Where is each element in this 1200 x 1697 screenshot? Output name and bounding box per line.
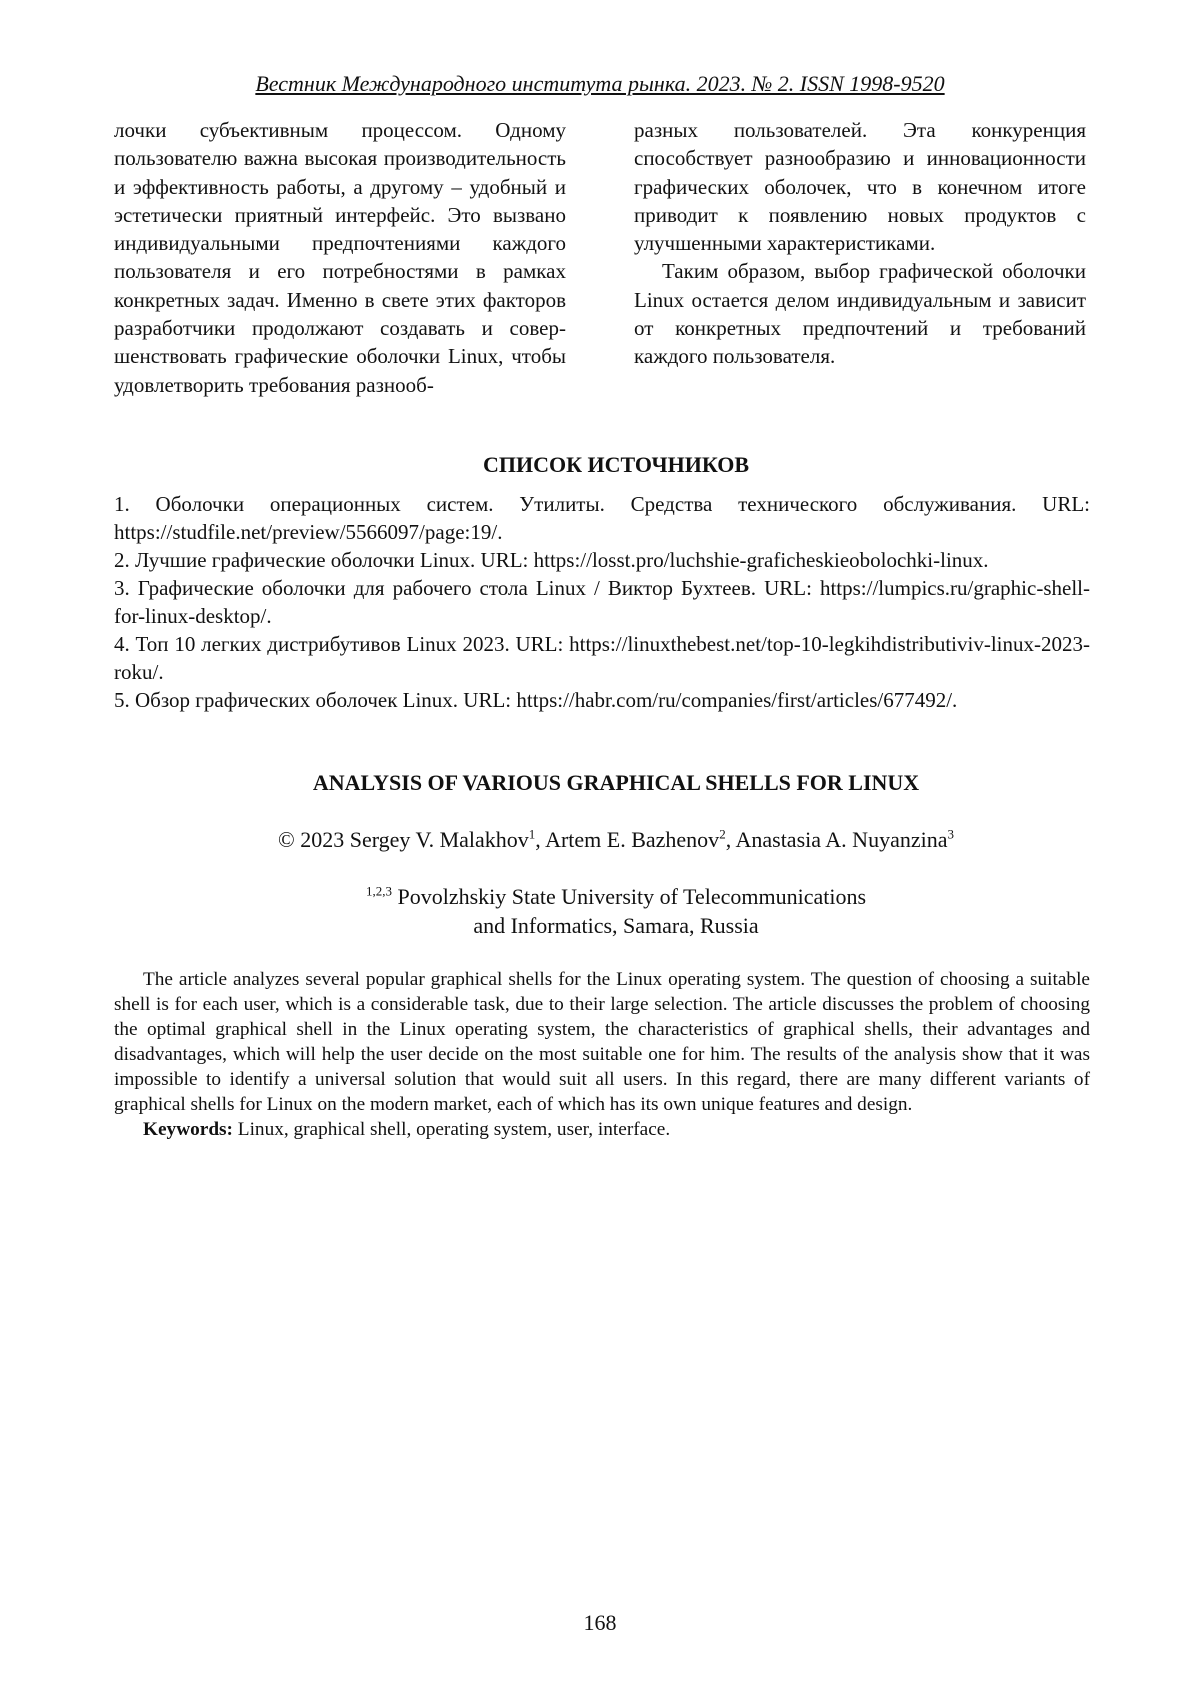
- affiliation-line-2: and Informatics, Samara, Russia: [0, 911, 1200, 940]
- right-column-paragraph-1: разных пользователей. Эта конкуренция способствует разнообразию и инноваци­онности графических оболочек, что в ко­нечном итоге приводит к появлению но­вых продуктов с улучшенными характери­стиками.: [634, 116, 1086, 257]
- journal-header: Вестник Международного института рынка. 2023. № 2. ISSN 1998-9520: [0, 70, 1200, 98]
- affiliation-line-1: [0, 882, 1200, 911]
- reference-item: 1. Оболочки операционных систем. Утилиты. Средства технического обслуживания. URL: https://studfile.net/preview/5566097/page:19/.: [114, 490, 1090, 546]
- references-list: [114, 490, 1090, 714]
- affiliation-line-1-text: Povolzhskiy State University of Telecommunications: [392, 884, 866, 909]
- keywords-label: Keywords:: [143, 1119, 233, 1140]
- affiliation: [0, 882, 1200, 940]
- right-column-paragraph-2: Таким образом, выбор графической оболочки Linux остается делом индивиду­альным и зависит от конкретных предпоч­тений и требований каждого пользователя.: [634, 257, 1086, 370]
- abstract-text: The article analyzes several popular graphical shells for the Linux operating system. The question of choosing a suitable shell is for each user, which is a considerable task, due to their large selection. The article discusses the problem of choosing the optimal graphical shell in the Linux operating system, the characteris­tics of graphical shells, their advantages and disadvantages, which will help the user decide on the most suit­able one for him. The results of the analysis show that it was impossible to identify a universal solution that would suit all users. In this regard, there are many different variants of graphical shells for Linux on the modern market, each of which has its own unique features and design.: [114, 967, 1090, 1117]
- english-title: ANALYSIS OF VARIOUS GRAPHICAL SHELLS FOR LINUX: [0, 769, 1200, 797]
- reference-item: 4. Топ 10 легких дистрибутивов Linux 2023. URL: https://linuxthebest.net/top-10-legkihdistributiviv-linux-2023-roku/.: [114, 630, 1090, 686]
- reference-item: 3. Графические оболочки для рабочего стола Linux / Виктор Бухтеев. URL: https://lumpics.ru/graphic-shell-for-linux-desktop/.: [114, 574, 1090, 630]
- keywords-text: Linux, graphical shell, operating system, user, interface.: [233, 1119, 670, 1140]
- author-3: , Anastasia A. Nuyanzina: [726, 827, 948, 852]
- abstract: [114, 967, 1090, 1142]
- reference-item: 5. Обзор графических оболочек Linux. URL: https://habr.com/ru/companies/first/articles/677492/.: [114, 686, 1090, 714]
- keywords: [114, 1117, 1090, 1142]
- affiliation-sup: 1,2,3: [366, 884, 392, 899]
- author-2: , Artem E. Bazhenov: [535, 827, 719, 852]
- page-number: 168: [0, 1609, 1200, 1637]
- right-column: [634, 116, 1086, 371]
- author-3-sup: 3: [947, 827, 954, 842]
- left-column: [114, 116, 566, 399]
- reference-item: 2. Лучшие графические оболочки Linux. URL: https://losst.pro/luchshie-graficheskieobolochki-linux.: [114, 546, 1090, 574]
- authors-line: [0, 826, 1200, 854]
- author-1: © 2023 Sergey V. Malakhov: [278, 827, 529, 852]
- left-column-paragraph: лочки субъективным процессом. Одному пользователю важна высокая производи­тельность и эффективность работы, а дру­гому – удобный и эстетически приятный интерфейс. Это вызвано индивидуальными предпочтениями каждого пользователя и его потребностями в рамках конкретных задач. Именно в свете этих факторов раз­работчики продолжают создавать и совер­шенствовать графические оболочки Linux, чтобы удовлетворить требования разнооб-: [114, 116, 566, 399]
- author-1-sup: 1: [529, 827, 536, 842]
- references-title: СПИСОК ИСТОЧНИКОВ: [0, 451, 1200, 479]
- author-2-sup: 2: [719, 827, 726, 842]
